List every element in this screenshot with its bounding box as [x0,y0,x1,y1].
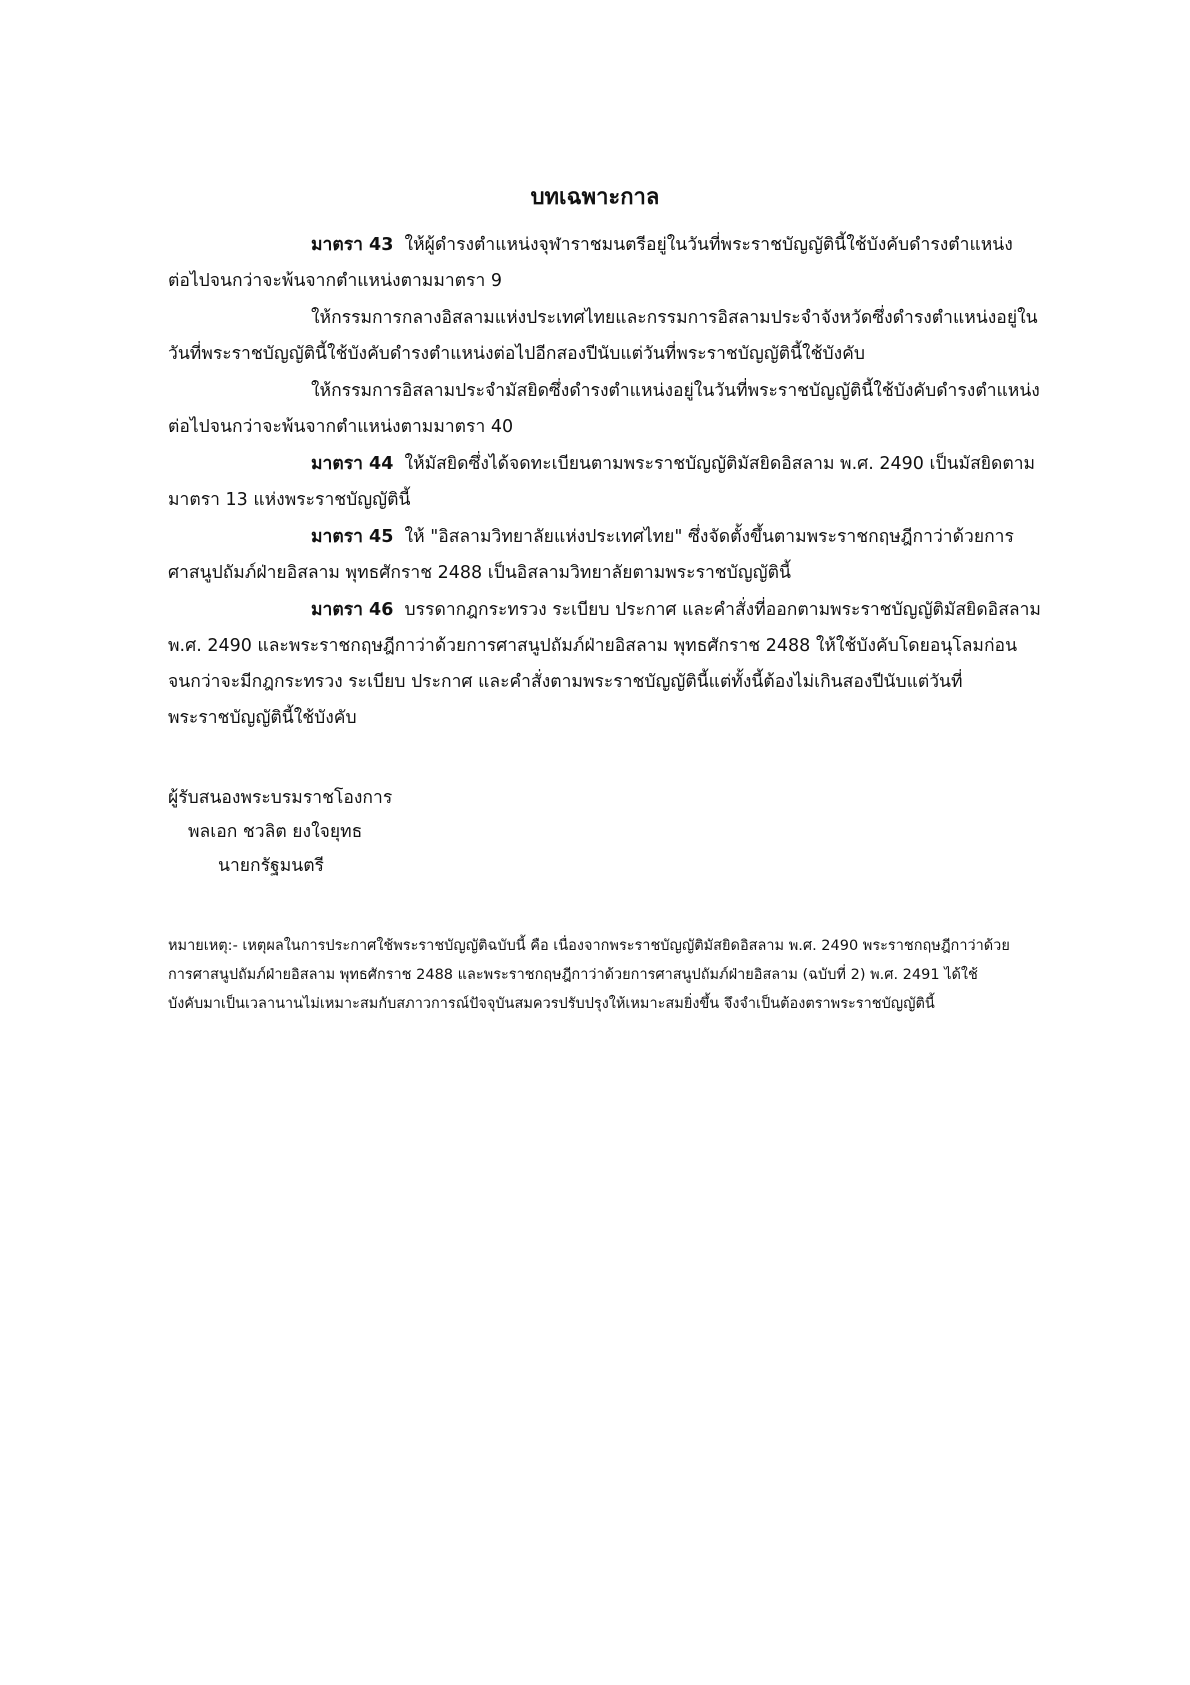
signature-position: นายกรัฐมนตรี [218,856,324,876]
section-44 [168,446,1074,518]
paragraph-central-committee-line-2: วันที่พระราชบัญญัตินี้ใช้บังคับดำรงตำแหน่งต่อไปอีกสองปีนับแต่วันที่พระราชบัญญัตินี้ใช้บังคับ [168,344,865,364]
section-43-label: มาตรา 43 [311,235,394,255]
signature-block [168,781,392,883]
section-44-text-1: ให้มัสยิดซึ่งได้จดทะเบียนตามพระราชบัญญัติมัสยิดอิสลาม พ.ศ. 2490 เป็นมัสยิดตาม [404,454,1036,474]
paragraph-central-committee-text-1: ให้กรรมการกลางอิสลามแห่งประเทศไทยและกรรมการอิสลามประจำจังหวัดซึ่งดำรงตำแหน่งอยู่ใน [311,308,1038,328]
paragraph-central-committee [168,300,1074,372]
signature-countersign: ผู้รับสนองพระบรมราชโองการ [168,788,393,808]
section-43-line-1 [168,227,1074,263]
section-46-line-3: จนกว่าจะมีกฎกระทรวง ระเบียบ ประกาศ และคำสั่งตามพระราชบัญญัตินี้แต่ทั้งนี้ต้องไม่เกินสองปีนับแต่วันที่ [168,672,963,692]
section-43-line-2: ต่อไปจนกว่าจะพ้นจากตำแหน่งตามมาตรา 9 [168,271,502,291]
note-line-3: บังคับมาเป็นเวลานานไม่เหมาะสมกับสภาวการณ์ปัจจุบันสมควรปรับปรุงให้เหมาะสมยิ่งขึ้น จึงจำเป็นต้องตราพระราชบัญญัตินี้ [168,996,935,1012]
note-line-2: การศาสนูปถัมภ์ฝ่ายอิสลาม พุทธศักราช 2488 และพระราชกฤษฎีกาว่าด้วยการศาสนูปถัมภ์ฝ่ายอิสลาม (ฉบับที่ 2) พ.ศ. 2491 ได้ใช้ [168,967,978,983]
section-44-line-2: มาตรา 13 แห่งพระราชบัญญัตินี้ [168,490,411,510]
section-44-label: มาตรา 44 [311,454,394,474]
section-45-line-1 [168,519,1074,555]
paragraph-mosque-committee [168,373,1074,445]
section-43-text-1: ให้ผู้ดำรงตำแหน่งจุฬาราชมนตรีอยู่ในวันที่พระราชบัญญัตินี้ใช้บังคับดำรงตำแหน่ง [404,235,1013,255]
paragraph-mosque-committee-line-2: ต่อไปจนกว่าจะพ้นจากตำแหน่งตามมาตรา 40 [168,417,514,437]
section-46 [168,592,1074,736]
section-46-line-4: พระราชบัญญัตินี้ใช้บังคับ [168,708,357,728]
section-45-label: มาตรา 45 [311,527,394,547]
section-43 [168,227,1074,299]
section-46-label: มาตรา 46 [311,600,394,620]
paragraph-mosque-committee-text-1: ให้กรรมการอิสลามประจำมัสยิดซึ่งดำรงตำแหน่งอยู่ในวันที่พระราชบัญญัตินี้ใช้บังคับดำรงตำแหน่ง [311,381,1040,401]
section-46-line-1 [168,592,1074,628]
section-45-line-2: ศาสนูปถัมภ์ฝ่ายอิสลาม พุทธศักราช 2488 เป็นอิสลามวิทยาลัยตามพระราชบัญญัตินี้ [168,563,791,583]
section-45 [168,519,1074,591]
section-46-line-2: พ.ศ. 2490 และพระราชกฤษฎีกาว่าด้วยการศาสนูปถัมภ์ฝ่ายอิสลาม พุทธศักราช 2488 ให้ใช้บังคับโดยอนุโลมก่อน [168,636,1018,656]
paragraph-mosque-committee-line-1 [168,373,1074,409]
page-title: บทเฉพาะกาล [530,185,660,210]
paragraph-central-committee-line-1 [168,300,1074,336]
section-45-text-1: ให้ "อิสลามวิทยาลัยแห่งประเทศไทย" ซึ่งจัดตั้งขึ้นตามพระราชกฤษฎีกาว่าด้วยการ [404,527,1014,547]
section-46-text-1: บรรดากฎกระทรวง ระเบียบ ประกาศ และคำสั่งที่ออกตามพระราชบัญญัติมัสยิดอิสลาม [404,600,1041,620]
note-block [168,932,1088,1019]
section-44-line-1 [168,446,1074,482]
note-line-1: หมายเหตุ:- เหตุผลในการประกาศใช้พระราชบัญญัติฉบับนี้ คือ เนื่องจากพระราชบัญญัติมัสยิดอิสลาม พ.ศ. 2490 พระราชกฤษฎีกาว่าด้วย [168,938,1010,954]
signature-name: พลเอก ชวลิต ยงใจยุทธ [188,822,363,842]
